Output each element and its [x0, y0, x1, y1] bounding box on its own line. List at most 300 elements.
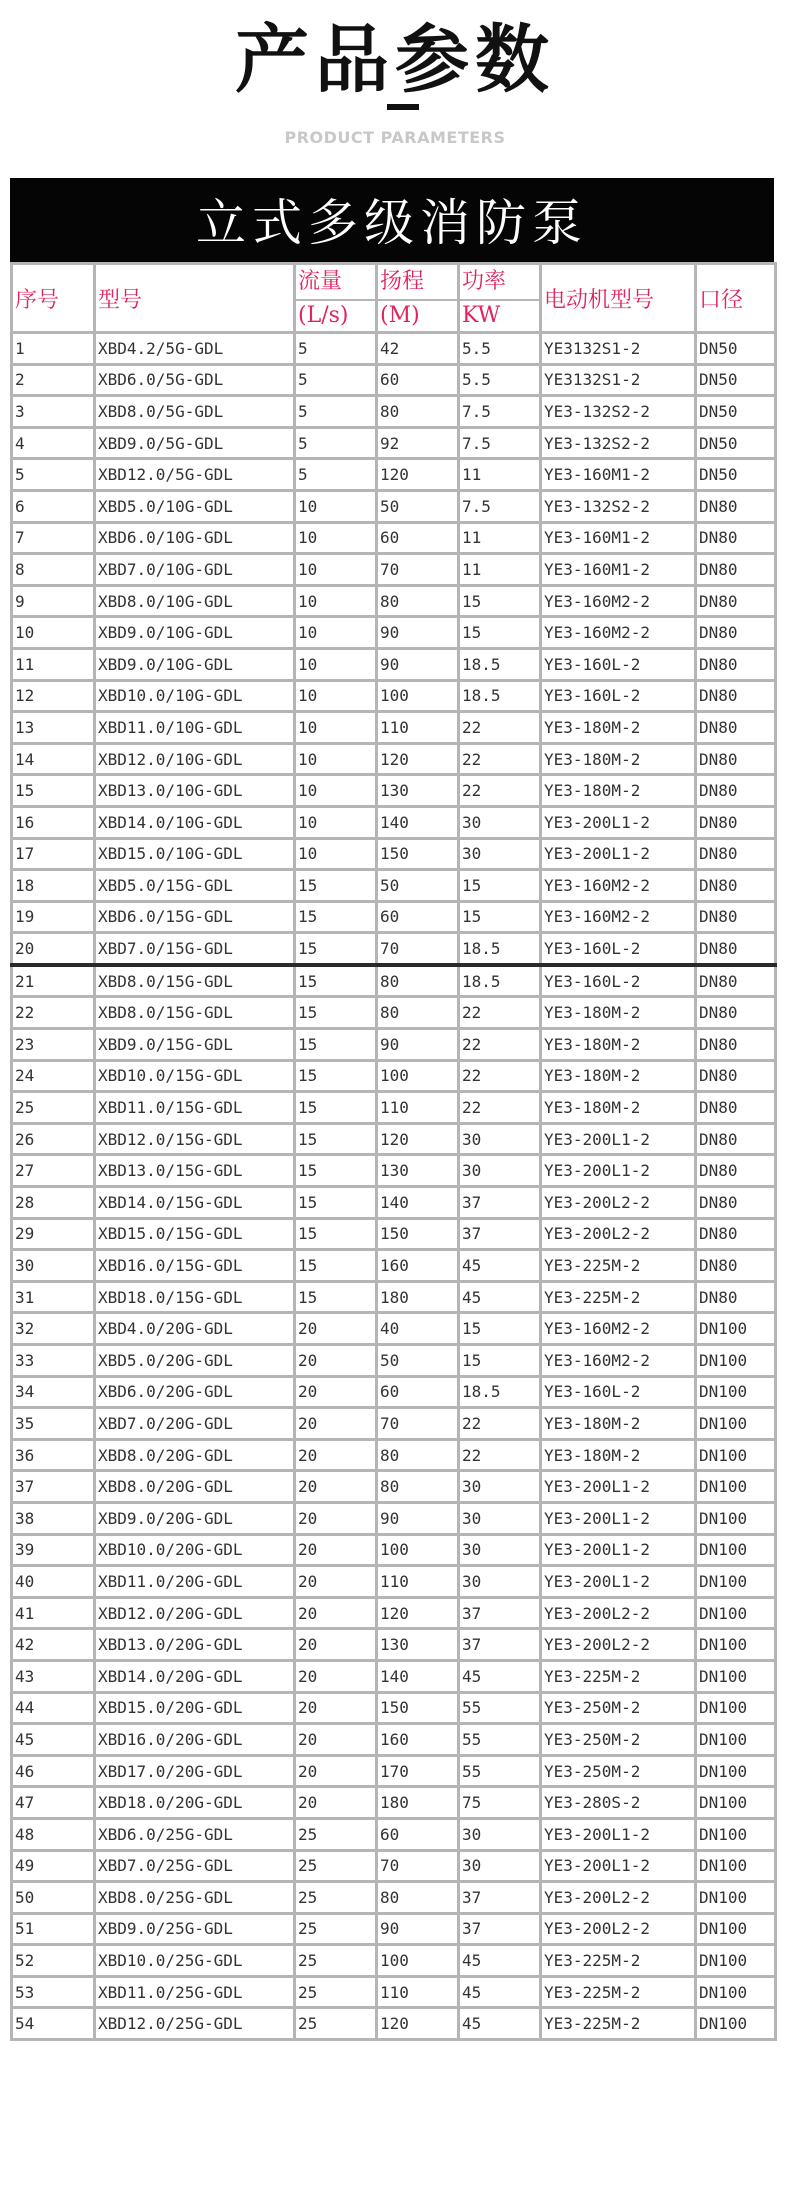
row-flow: 10 — [295, 554, 377, 586]
row-flow: 15 — [295, 933, 377, 965]
row-no: 29 — [12, 1218, 95, 1250]
row-no: 6 — [12, 490, 95, 522]
row-head: 160 — [377, 1724, 459, 1756]
row-power: 15 — [459, 870, 541, 902]
row-head: 80 — [377, 1882, 459, 1914]
table-row — [12, 554, 776, 586]
row-model: XBD8.0/25G-GDL — [95, 1882, 295, 1914]
table-row — [12, 1313, 776, 1345]
row-no: 27 — [12, 1155, 95, 1187]
row-flow: 10 — [295, 617, 377, 649]
row-flow: 10 — [295, 775, 377, 807]
row-no: 1 — [12, 333, 95, 365]
table-row — [12, 1597, 776, 1629]
row-model: XBD5.0/10G-GDL — [95, 490, 295, 522]
row-power: 30 — [459, 1566, 541, 1598]
row-flow: 15 — [295, 1187, 377, 1219]
row-motor: YE3-160M2-2 — [541, 617, 696, 649]
row-motor: YE3-160L-2 — [541, 933, 696, 965]
row-model: XBD17.0/20G-GDL — [95, 1755, 295, 1787]
row-flow: 10 — [295, 806, 377, 838]
row-no: 4 — [12, 427, 95, 459]
row-model: XBD6.0/20G-GDL — [95, 1376, 295, 1408]
row-flow: 20 — [295, 1313, 377, 1345]
row-bore: DN100 — [696, 1408, 776, 1440]
row-no: 41 — [12, 1597, 95, 1629]
row-model: XBD12.0/25G-GDL — [95, 2008, 295, 2040]
row-motor: YE3-200L2-2 — [541, 1882, 696, 1914]
row-motor: YE3132S1-2 — [541, 364, 696, 396]
row-motor: YE3-225M-2 — [541, 1945, 696, 1977]
row-model: XBD13.0/20G-GDL — [95, 1629, 295, 1661]
row-model: XBD11.0/25G-GDL — [95, 1976, 295, 2008]
row-power: 30 — [459, 1818, 541, 1850]
row-power: 5.5 — [459, 333, 541, 365]
table-row — [12, 1850, 776, 1882]
row-power: 45 — [459, 2008, 541, 2040]
row-no: 32 — [12, 1313, 95, 1345]
table-row — [12, 1345, 776, 1377]
table-row — [12, 743, 776, 775]
row-flow: 5 — [295, 333, 377, 365]
row-motor: YE3-132S2-2 — [541, 490, 696, 522]
row-no: 39 — [12, 1534, 95, 1566]
row-motor: YE3-250M-2 — [541, 1724, 696, 1756]
table-row — [12, 1376, 776, 1408]
row-bore: DN50 — [696, 333, 776, 365]
row-no: 25 — [12, 1092, 95, 1124]
row-flow: 15 — [295, 1123, 377, 1155]
table-row — [12, 1123, 776, 1155]
row-model: XBD7.0/20G-GDL — [95, 1408, 295, 1440]
row-no: 18 — [12, 870, 95, 902]
row-power: 45 — [459, 1976, 541, 2008]
row-flow: 5 — [295, 396, 377, 428]
row-power: 18.5 — [459, 965, 541, 997]
row-motor: YE3-200L2-2 — [541, 1187, 696, 1219]
table-row — [12, 1755, 776, 1787]
row-head: 80 — [377, 1471, 459, 1503]
row-bore: DN50 — [696, 396, 776, 428]
table-row — [12, 680, 776, 712]
row-motor: YE3-225M-2 — [541, 1660, 696, 1692]
row-motor: YE3-200L2-2 — [541, 1913, 696, 1945]
row-no: 51 — [12, 1913, 95, 1945]
row-bore: DN80 — [696, 775, 776, 807]
row-flow: 10 — [295, 522, 377, 554]
header-flow — [295, 264, 377, 333]
row-head: 130 — [377, 1629, 459, 1661]
row-bore: DN80 — [696, 648, 776, 680]
table-row — [12, 522, 776, 554]
row-no: 34 — [12, 1376, 95, 1408]
row-head: 120 — [377, 1123, 459, 1155]
row-no: 26 — [12, 1123, 95, 1155]
row-no: 24 — [12, 1060, 95, 1092]
row-motor: YE3-160M2-2 — [541, 585, 696, 617]
row-model: XBD15.0/15G-GDL — [95, 1218, 295, 1250]
row-head: 60 — [377, 1818, 459, 1850]
row-flow: 20 — [295, 1345, 377, 1377]
row-power: 37 — [459, 1913, 541, 1945]
row-model: XBD10.0/20G-GDL — [95, 1534, 295, 1566]
row-flow: 20 — [295, 1439, 377, 1471]
row-flow: 20 — [295, 1692, 377, 1724]
row-flow: 20 — [295, 1502, 377, 1534]
row-power: 11 — [459, 522, 541, 554]
row-model: XBD10.0/25G-GDL — [95, 1945, 295, 1977]
row-model: XBD12.0/15G-GDL — [95, 1123, 295, 1155]
row-model: XBD9.0/15G-GDL — [95, 1029, 295, 1061]
row-power: 55 — [459, 1724, 541, 1756]
row-no: 5 — [12, 459, 95, 491]
row-model: XBD7.0/25G-GDL — [95, 1850, 295, 1882]
table-row — [12, 1502, 776, 1534]
page-subtitle: PRODUCT PARAMETERS — [284, 128, 506, 147]
row-bore: DN100 — [696, 1787, 776, 1819]
row-head: 110 — [377, 712, 459, 744]
row-no: 43 — [12, 1660, 95, 1692]
row-power: 18.5 — [459, 680, 541, 712]
row-bore: DN100 — [696, 2008, 776, 2040]
header-motor: 电动机型号 — [541, 264, 696, 333]
row-bore: DN100 — [696, 1534, 776, 1566]
row-motor: YE3-180M-2 — [541, 1029, 696, 1061]
row-head: 50 — [377, 490, 459, 522]
row-model: XBD16.0/20G-GDL — [95, 1724, 295, 1756]
row-model: XBD14.0/15G-GDL — [95, 1187, 295, 1219]
row-model: XBD10.0/15G-GDL — [95, 1060, 295, 1092]
row-flow: 25 — [295, 2008, 377, 2040]
row-no: 11 — [12, 648, 95, 680]
row-flow: 10 — [295, 743, 377, 775]
row-flow: 20 — [295, 1755, 377, 1787]
row-power: 45 — [459, 1945, 541, 1977]
row-flow: 15 — [295, 1250, 377, 1282]
row-motor: YE3-180M-2 — [541, 712, 696, 744]
table-row — [12, 585, 776, 617]
row-head: 40 — [377, 1313, 459, 1345]
header-head — [377, 264, 459, 333]
row-head: 110 — [377, 1566, 459, 1598]
row-motor: YE3-225M-2 — [541, 1250, 696, 1282]
row-model: XBD15.0/20G-GDL — [95, 1692, 295, 1724]
row-model: XBD8.0/15G-GDL — [95, 965, 295, 997]
row-head: 80 — [377, 997, 459, 1029]
row-flow: 20 — [295, 1787, 377, 1819]
row-head: 80 — [377, 585, 459, 617]
row-power: 11 — [459, 554, 541, 586]
row-model: XBD14.0/20G-GDL — [95, 1660, 295, 1692]
row-flow: 10 — [295, 648, 377, 680]
table-row — [12, 1060, 776, 1092]
row-bore: DN100 — [696, 1976, 776, 2008]
row-model: XBD9.0/20G-GDL — [95, 1502, 295, 1534]
row-head: 120 — [377, 2008, 459, 2040]
row-flow: 25 — [295, 1850, 377, 1882]
row-bore: DN100 — [696, 1882, 776, 1914]
row-power: 37 — [459, 1597, 541, 1629]
row-model: XBD18.0/20G-GDL — [95, 1787, 295, 1819]
row-power: 22 — [459, 997, 541, 1029]
table-row — [12, 1534, 776, 1566]
row-bore: DN80 — [696, 997, 776, 1029]
row-head: 140 — [377, 1660, 459, 1692]
row-head: 60 — [377, 364, 459, 396]
row-power: 15 — [459, 585, 541, 617]
row-bore: DN100 — [696, 1313, 776, 1345]
row-head: 160 — [377, 1250, 459, 1282]
row-motor: YE3-160L-2 — [541, 1376, 696, 1408]
row-power: 55 — [459, 1755, 541, 1787]
row-head: 130 — [377, 775, 459, 807]
table-row — [12, 1281, 776, 1313]
row-flow: 20 — [295, 1629, 377, 1661]
table-row — [12, 1566, 776, 1598]
row-head: 100 — [377, 680, 459, 712]
row-power: 18.5 — [459, 1376, 541, 1408]
row-flow: 15 — [295, 901, 377, 933]
row-no: 47 — [12, 1787, 95, 1819]
row-motor: YE3-180M-2 — [541, 1060, 696, 1092]
row-no: 49 — [12, 1850, 95, 1882]
row-power: 22 — [459, 1408, 541, 1440]
table-title: 立式多级消防泵 — [10, 178, 774, 262]
row-head: 90 — [377, 1502, 459, 1534]
title-divider — [387, 104, 419, 110]
row-motor: YE3-200L2-2 — [541, 1629, 696, 1661]
header-power-unit: KW — [462, 303, 501, 328]
row-model: XBD6.0/15G-GDL — [95, 901, 295, 933]
header-head-unit: (M) — [380, 303, 420, 328]
row-no: 15 — [12, 775, 95, 807]
row-model: XBD13.0/10G-GDL — [95, 775, 295, 807]
row-motor: YE3-200L1-2 — [541, 1818, 696, 1850]
table-row — [12, 933, 776, 965]
row-model: XBD6.0/5G-GDL — [95, 364, 295, 396]
row-no: 22 — [12, 997, 95, 1029]
row-power: 22 — [459, 775, 541, 807]
row-bore: DN80 — [696, 1029, 776, 1061]
table-header-row — [12, 264, 776, 333]
table-row — [12, 1945, 776, 1977]
row-no: 2 — [12, 364, 95, 396]
page-title: 产品参数 — [235, 17, 555, 103]
row-power: 30 — [459, 1123, 541, 1155]
row-no: 23 — [12, 1029, 95, 1061]
hero-header — [0, 0, 790, 178]
row-head: 70 — [377, 1408, 459, 1440]
table-row — [12, 1408, 776, 1440]
row-bore: DN100 — [696, 1502, 776, 1534]
row-head: 90 — [377, 1029, 459, 1061]
row-power: 22 — [459, 1060, 541, 1092]
row-flow: 15 — [295, 1218, 377, 1250]
row-head: 110 — [377, 1976, 459, 2008]
row-bore: DN80 — [696, 680, 776, 712]
row-no: 52 — [12, 1945, 95, 1977]
table-row — [12, 1882, 776, 1914]
row-model: XBD7.0/10G-GDL — [95, 554, 295, 586]
row-no: 13 — [12, 712, 95, 744]
row-motor: YE3-200L1-2 — [541, 806, 696, 838]
row-head: 150 — [377, 1218, 459, 1250]
row-flow: 5 — [295, 459, 377, 491]
row-no: 30 — [12, 1250, 95, 1282]
row-head: 80 — [377, 1439, 459, 1471]
row-head: 100 — [377, 1060, 459, 1092]
row-flow: 25 — [295, 1913, 377, 1945]
row-power: 22 — [459, 1092, 541, 1124]
header-flow-unit: (L/s) — [298, 303, 349, 328]
row-flow: 15 — [295, 1155, 377, 1187]
table-row — [12, 1155, 776, 1187]
table-row — [12, 1913, 776, 1945]
row-motor: YE3-200L1-2 — [541, 838, 696, 870]
row-flow: 15 — [295, 1029, 377, 1061]
row-motor: YE3-200L1-2 — [541, 1471, 696, 1503]
row-motor: YE3-200L1-2 — [541, 1534, 696, 1566]
row-no: 9 — [12, 585, 95, 617]
row-flow: 15 — [295, 965, 377, 997]
row-model: XBD8.0/20G-GDL — [95, 1439, 295, 1471]
row-bore: DN50 — [696, 364, 776, 396]
row-model: XBD12.0/20G-GDL — [95, 1597, 295, 1629]
row-flow: 20 — [295, 1471, 377, 1503]
row-bore: DN100 — [696, 1376, 776, 1408]
row-model: XBD9.0/10G-GDL — [95, 617, 295, 649]
row-flow: 10 — [295, 490, 377, 522]
table-row — [12, 459, 776, 491]
row-bore: DN50 — [696, 459, 776, 491]
row-bore: DN80 — [696, 901, 776, 933]
row-bore: DN80 — [696, 1092, 776, 1124]
row-no: 48 — [12, 1818, 95, 1850]
row-power: 30 — [459, 1850, 541, 1882]
table-row — [12, 870, 776, 902]
header-power — [459, 264, 541, 333]
row-flow: 20 — [295, 1534, 377, 1566]
row-model: XBD8.0/10G-GDL — [95, 585, 295, 617]
row-model: XBD8.0/5G-GDL — [95, 396, 295, 428]
row-bore: DN80 — [696, 1187, 776, 1219]
row-motor: YE3-132S2-2 — [541, 396, 696, 428]
row-bore: DN100 — [696, 1345, 776, 1377]
row-power: 7.5 — [459, 490, 541, 522]
row-flow: 20 — [295, 1660, 377, 1692]
row-no: 35 — [12, 1408, 95, 1440]
header-power-label: 功率 — [460, 265, 539, 301]
row-no: 36 — [12, 1439, 95, 1471]
table-row — [12, 1692, 776, 1724]
table-row — [12, 1629, 776, 1661]
row-power: 75 — [459, 1787, 541, 1819]
row-no: 14 — [12, 743, 95, 775]
table-row — [12, 838, 776, 870]
row-motor: YE3132S1-2 — [541, 333, 696, 365]
row-no: 20 — [12, 933, 95, 965]
row-power: 22 — [459, 743, 541, 775]
row-bore: DN80 — [696, 806, 776, 838]
row-power: 30 — [459, 1534, 541, 1566]
table-row — [12, 901, 776, 933]
row-model: XBD11.0/15G-GDL — [95, 1092, 295, 1124]
row-power: 37 — [459, 1218, 541, 1250]
row-no: 19 — [12, 901, 95, 933]
row-flow: 15 — [295, 1060, 377, 1092]
row-power: 15 — [459, 1313, 541, 1345]
row-no: 42 — [12, 1629, 95, 1661]
row-power: 37 — [459, 1187, 541, 1219]
table-row — [12, 427, 776, 459]
table-row — [12, 1250, 776, 1282]
row-no: 8 — [12, 554, 95, 586]
row-power: 7.5 — [459, 396, 541, 428]
table-row — [12, 1439, 776, 1471]
row-power: 22 — [459, 1439, 541, 1471]
row-head: 70 — [377, 1850, 459, 1882]
row-motor: YE3-160M2-2 — [541, 1345, 696, 1377]
row-no: 33 — [12, 1345, 95, 1377]
row-power: 15 — [459, 1345, 541, 1377]
row-motor: YE3-160M2-2 — [541, 901, 696, 933]
table-row — [12, 1029, 776, 1061]
row-model: XBD14.0/10G-GDL — [95, 806, 295, 838]
row-motor: YE3-200L1-2 — [541, 1502, 696, 1534]
row-head: 170 — [377, 1755, 459, 1787]
row-flow: 20 — [295, 1724, 377, 1756]
row-motor: YE3-200L1-2 — [541, 1566, 696, 1598]
row-head: 60 — [377, 1376, 459, 1408]
row-power: 30 — [459, 1155, 541, 1187]
row-bore: DN100 — [696, 1471, 776, 1503]
header-no: 序号 — [12, 264, 95, 333]
row-bore: DN100 — [696, 1724, 776, 1756]
row-no: 16 — [12, 806, 95, 838]
row-motor: YE3-280S-2 — [541, 1787, 696, 1819]
row-motor: YE3-200L1-2 — [541, 1155, 696, 1187]
row-model: XBD10.0/10G-GDL — [95, 680, 295, 712]
header-head-label: 扬程 — [378, 265, 457, 301]
row-motor: YE3-160M1-2 — [541, 459, 696, 491]
row-power: 45 — [459, 1660, 541, 1692]
row-power: 11 — [459, 459, 541, 491]
row-power: 45 — [459, 1250, 541, 1282]
row-model: XBD13.0/15G-GDL — [95, 1155, 295, 1187]
row-bore: DN100 — [696, 1913, 776, 1945]
row-motor: YE3-160L-2 — [541, 965, 696, 997]
row-model: XBD9.0/25G-GDL — [95, 1913, 295, 1945]
table-row — [12, 1471, 776, 1503]
spec-table — [10, 262, 777, 2041]
row-no: 54 — [12, 2008, 95, 2040]
row-bore: DN50 — [696, 427, 776, 459]
row-head: 50 — [377, 1345, 459, 1377]
row-motor: YE3-180M-2 — [541, 1439, 696, 1471]
row-bore: DN80 — [696, 933, 776, 965]
row-motor: YE3-160M2-2 — [541, 1313, 696, 1345]
row-flow: 5 — [295, 427, 377, 459]
row-flow: 10 — [295, 680, 377, 712]
row-flow: 15 — [295, 997, 377, 1029]
row-bore: DN80 — [696, 712, 776, 744]
row-no: 44 — [12, 1692, 95, 1724]
row-model: XBD16.0/15G-GDL — [95, 1250, 295, 1282]
row-bore: DN80 — [696, 522, 776, 554]
table-row — [12, 1787, 776, 1819]
row-power: 22 — [459, 1029, 541, 1061]
row-motor: YE3-160M1-2 — [541, 554, 696, 586]
